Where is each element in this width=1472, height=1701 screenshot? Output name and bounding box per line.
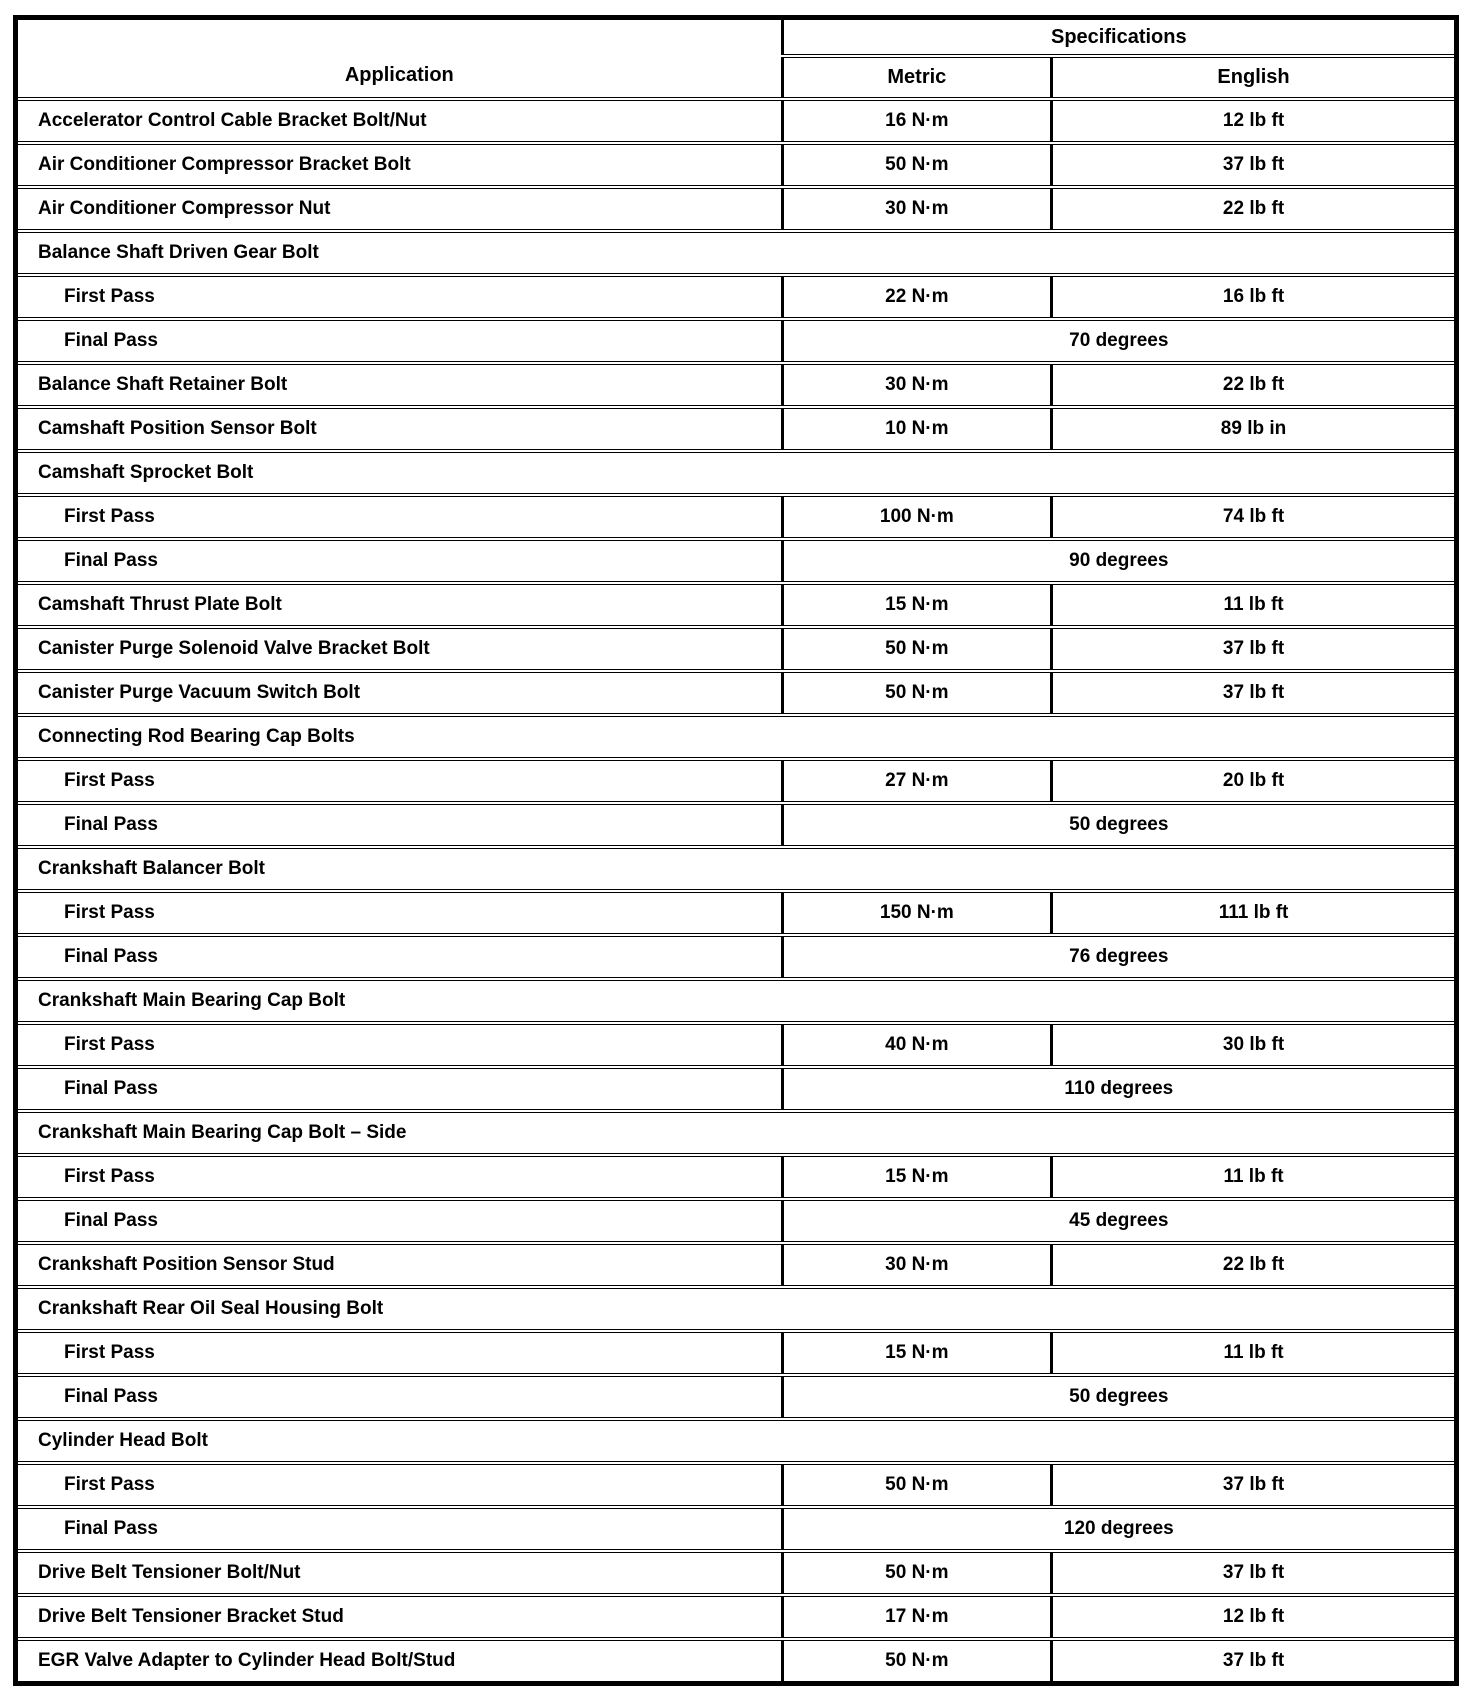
english-cell: 22 lb ft xyxy=(1052,187,1457,231)
table-row xyxy=(16,407,1457,451)
application-cell: Crankshaft Position Sensor Stud xyxy=(16,1243,783,1287)
application-cell: Final Pass xyxy=(16,1507,783,1551)
metric-cell: 16 N·m xyxy=(782,99,1051,143)
application-cell: Drive Belt Tensioner Bracket Stud xyxy=(16,1595,783,1639)
section-row xyxy=(16,979,1457,1023)
section-label-cell: Balance Shaft Driven Gear Bolt xyxy=(16,231,1457,275)
application-cell: First Pass xyxy=(16,759,783,803)
header-specifications: Specifications xyxy=(782,18,1456,57)
metric-cell: 17 N·m xyxy=(782,1595,1051,1639)
table-body xyxy=(16,99,1457,1684)
table-row xyxy=(16,1463,1457,1507)
section-label-cell: Crankshaft Rear Oil Seal Housing Bolt xyxy=(16,1287,1457,1331)
application-cell: Camshaft Position Sensor Bolt xyxy=(16,407,783,451)
application-cell: Final Pass xyxy=(16,935,783,979)
table-row xyxy=(16,1551,1457,1595)
header-metric: Metric xyxy=(782,56,1051,99)
section-label-cell: Connecting Rod Bearing Cap Bolts xyxy=(16,715,1457,759)
application-cell: First Pass xyxy=(16,1463,783,1507)
application-cell: EGR Valve Adapter to Cylinder Head Bolt/Stud xyxy=(16,1639,783,1684)
metric-cell: 40 N·m xyxy=(782,1023,1051,1067)
section-label-cell: Crankshaft Balancer Bolt xyxy=(16,847,1457,891)
english-cell: 37 lb ft xyxy=(1052,627,1457,671)
english-cell: 37 lb ft xyxy=(1052,1463,1457,1507)
spec-span-cell: 90 degrees xyxy=(782,539,1456,583)
section-row xyxy=(16,1287,1457,1331)
table-row xyxy=(16,1067,1457,1111)
table-row xyxy=(16,319,1457,363)
application-cell: Final Pass xyxy=(16,1375,783,1419)
english-cell: 16 lb ft xyxy=(1052,275,1457,319)
application-cell: First Pass xyxy=(16,1023,783,1067)
application-cell: First Pass xyxy=(16,1155,783,1199)
spec-span-cell: 120 degrees xyxy=(782,1507,1456,1551)
application-cell: Drive Belt Tensioner Bolt/Nut xyxy=(16,1551,783,1595)
application-cell: Final Pass xyxy=(16,1067,783,1111)
metric-cell: 150 N·m xyxy=(782,891,1051,935)
spec-span-cell: 45 degrees xyxy=(782,1199,1456,1243)
application-cell: Canister Purge Vacuum Switch Bolt xyxy=(16,671,783,715)
metric-cell: 100 N·m xyxy=(782,495,1051,539)
english-cell: 11 lb ft xyxy=(1052,1155,1457,1199)
spec-span-cell: 110 degrees xyxy=(782,1067,1456,1111)
english-cell: 37 lb ft xyxy=(1052,1639,1457,1684)
metric-cell: 50 N·m xyxy=(782,671,1051,715)
header-english: English xyxy=(1052,56,1457,99)
application-cell: Final Pass xyxy=(16,539,783,583)
application-cell: First Pass xyxy=(16,495,783,539)
application-cell: Canister Purge Solenoid Valve Bracket Bolt xyxy=(16,627,783,671)
application-cell: Final Pass xyxy=(16,803,783,847)
application-cell: First Pass xyxy=(16,275,783,319)
application-cell: Camshaft Thrust Plate Bolt xyxy=(16,583,783,627)
table-row xyxy=(16,759,1457,803)
table-row xyxy=(16,1595,1457,1639)
table-row xyxy=(16,1375,1457,1419)
application-cell: Final Pass xyxy=(16,1199,783,1243)
english-cell: 30 lb ft xyxy=(1052,1023,1457,1067)
table-row xyxy=(16,1639,1457,1684)
metric-cell: 30 N·m xyxy=(782,363,1051,407)
metric-cell: 50 N·m xyxy=(782,1551,1051,1595)
section-row xyxy=(16,1419,1457,1463)
section-row xyxy=(16,451,1457,495)
header-application: Application xyxy=(16,18,783,100)
header-row-specifications xyxy=(16,18,1457,57)
english-cell: 74 lb ft xyxy=(1052,495,1457,539)
metric-cell: 15 N·m xyxy=(782,1331,1051,1375)
english-cell: 89 lb in xyxy=(1052,407,1457,451)
table-row xyxy=(16,187,1457,231)
table-row xyxy=(16,495,1457,539)
section-label-cell: Cylinder Head Bolt xyxy=(16,1419,1457,1463)
spec-span-cell: 50 degrees xyxy=(782,803,1456,847)
spec-span-cell: 50 degrees xyxy=(782,1375,1456,1419)
english-cell: 11 lb ft xyxy=(1052,1331,1457,1375)
english-cell: 12 lb ft xyxy=(1052,1595,1457,1639)
english-cell: 37 lb ft xyxy=(1052,671,1457,715)
application-cell: Accelerator Control Cable Bracket Bolt/Nut xyxy=(16,99,783,143)
table-row xyxy=(16,1507,1457,1551)
table-row xyxy=(16,935,1457,979)
english-cell: 37 lb ft xyxy=(1052,1551,1457,1595)
metric-cell: 30 N·m xyxy=(782,187,1051,231)
metric-cell: 10 N·m xyxy=(782,407,1051,451)
section-row xyxy=(16,1111,1457,1155)
metric-cell: 30 N·m xyxy=(782,1243,1051,1287)
table-row xyxy=(16,1331,1457,1375)
spec-span-cell: 76 degrees xyxy=(782,935,1456,979)
torque-spec-table xyxy=(13,15,1459,1686)
table-row xyxy=(16,1243,1457,1287)
table-row xyxy=(16,539,1457,583)
application-cell: Air Conditioner Compressor Nut xyxy=(16,187,783,231)
section-row xyxy=(16,715,1457,759)
table-row xyxy=(16,891,1457,935)
metric-cell: 50 N·m xyxy=(782,1463,1051,1507)
metric-cell: 50 N·m xyxy=(782,1639,1051,1684)
metric-cell: 50 N·m xyxy=(782,627,1051,671)
table-row xyxy=(16,363,1457,407)
metric-cell: 15 N·m xyxy=(782,1155,1051,1199)
application-cell: First Pass xyxy=(16,891,783,935)
metric-cell: 50 N·m xyxy=(782,143,1051,187)
table-row xyxy=(16,583,1457,627)
english-cell: 22 lb ft xyxy=(1052,1243,1457,1287)
metric-cell: 27 N·m xyxy=(782,759,1051,803)
table-row xyxy=(16,1155,1457,1199)
table-header xyxy=(16,18,1457,100)
english-cell: 11 lb ft xyxy=(1052,583,1457,627)
section-label-cell: Camshaft Sprocket Bolt xyxy=(16,451,1457,495)
english-cell: 22 lb ft xyxy=(1052,363,1457,407)
table-row xyxy=(16,671,1457,715)
table-row xyxy=(16,99,1457,143)
english-cell: 111 lb ft xyxy=(1052,891,1457,935)
table-row xyxy=(16,143,1457,187)
section-label-cell: Crankshaft Main Bearing Cap Bolt – Side xyxy=(16,1111,1457,1155)
metric-cell: 22 N·m xyxy=(782,275,1051,319)
table-row xyxy=(16,803,1457,847)
application-cell: First Pass xyxy=(16,1331,783,1375)
english-cell: 37 lb ft xyxy=(1052,143,1457,187)
section-label-cell: Crankshaft Main Bearing Cap Bolt xyxy=(16,979,1457,1023)
application-cell: Final Pass xyxy=(16,319,783,363)
table-row xyxy=(16,275,1457,319)
english-cell: 12 lb ft xyxy=(1052,99,1457,143)
section-row xyxy=(16,847,1457,891)
spec-span-cell: 70 degrees xyxy=(782,319,1456,363)
application-cell: Balance Shaft Retainer Bolt xyxy=(16,363,783,407)
application-cell: Air Conditioner Compressor Bracket Bolt xyxy=(16,143,783,187)
english-cell: 20 lb ft xyxy=(1052,759,1457,803)
table-row xyxy=(16,627,1457,671)
table-row xyxy=(16,1199,1457,1243)
metric-cell: 15 N·m xyxy=(782,583,1051,627)
table-row xyxy=(16,1023,1457,1067)
section-row xyxy=(16,231,1457,275)
